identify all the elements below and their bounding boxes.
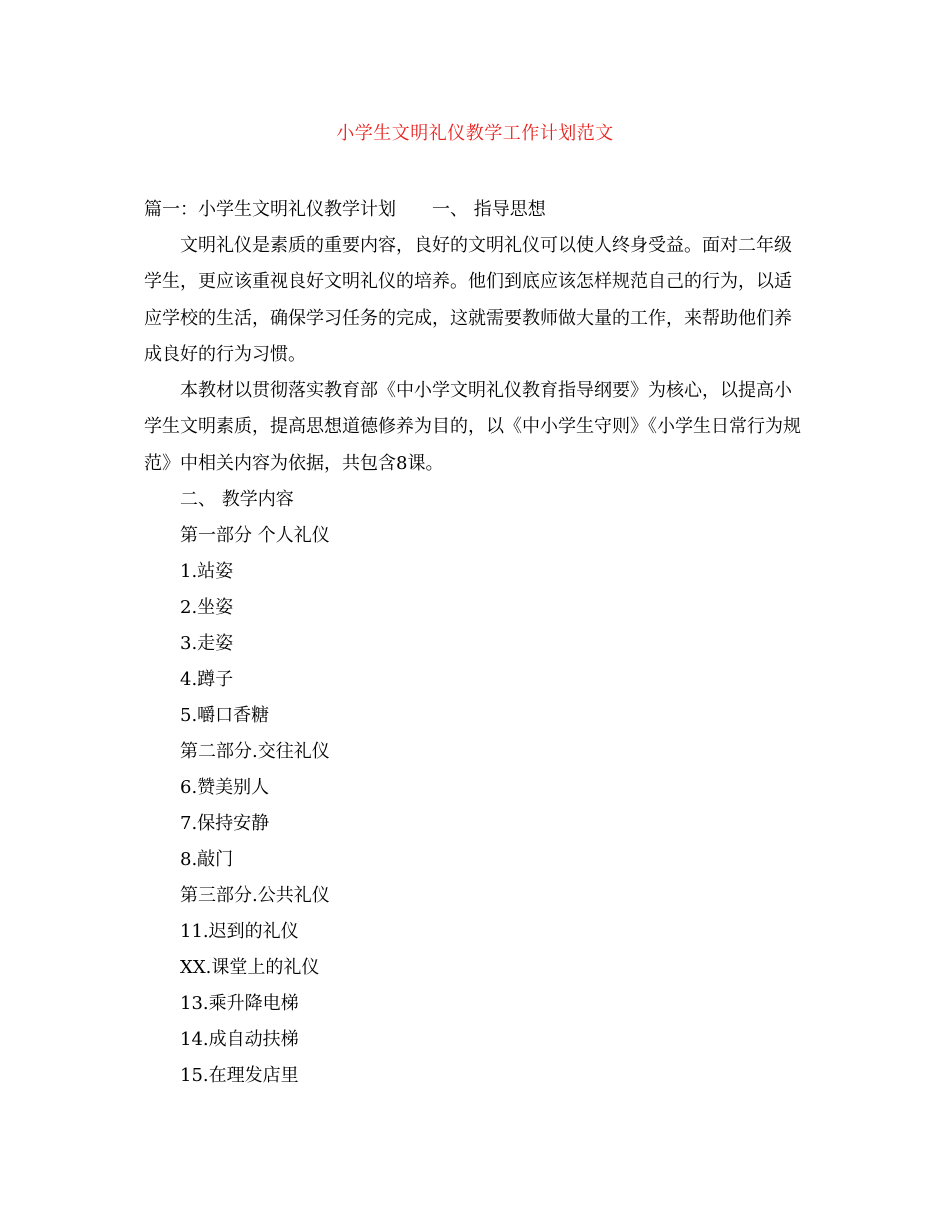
paragraph-2: 本教材以贯彻落实教育部《中小学文明礼仪教育指导纲要》为核心，以提高小学生文明素质，提高思想道德修养为目的，以《中小学生守则》《小学生日常行为规范》中相关内容为依据，共包含8课。 xyxy=(144,380,801,474)
list-item: 1.站姿 xyxy=(180,561,234,583)
part-heading-public-etiquette: 第三部分.公共礼仪 xyxy=(180,885,330,907)
section-heading-line xyxy=(144,192,806,228)
list-item: 3.走姿 xyxy=(180,633,234,655)
list-item: 4.蹲子 xyxy=(180,669,234,691)
list-item: 11.迟到的礼仪 xyxy=(180,921,299,943)
chapter-heading: 篇一：小学生文明礼仪教学计划 xyxy=(144,199,396,220)
list-item: 14.成自动扶梯 xyxy=(180,1029,299,1051)
section-heading-guiding-ideology: 一、 指导思想 xyxy=(432,199,546,220)
section-heading-teaching-content: 二、 教学内容 xyxy=(180,489,294,511)
list-item: 15.在理发店里 xyxy=(180,1065,299,1087)
paragraph-1: 文明礼仪是素质的重要内容，良好的文明礼仪可以使人终身受益。面对二年级学生，更应该重视良好文明礼仪的培养。他们到底应该怎样规范自己的行为，以适应学校的生活，确保学习任务的完成，这就需要教师做大量的工作，来帮助他们养成良好的行为习惯。 xyxy=(144,235,792,365)
list-item: XX.课堂上的礼仪 xyxy=(180,957,320,979)
list-item: 6.赞美别人 xyxy=(180,777,270,799)
list-item: 2.坐姿 xyxy=(180,597,234,619)
list-item: 7.保持安静 xyxy=(180,813,270,835)
document-body xyxy=(144,192,806,1094)
list-item: 8.敲门 xyxy=(180,849,234,871)
list-item: 5.嚼口香糖 xyxy=(180,705,270,727)
document-title: 小学生文明礼仪教学工作计划范文 xyxy=(336,123,614,144)
part-heading-personal-etiquette: 第一部分 个人礼仪 xyxy=(180,525,330,547)
list-item: 13.乘升降电梯 xyxy=(180,993,299,1015)
part-heading-social-etiquette: 第二部分.交往礼仪 xyxy=(180,741,330,763)
